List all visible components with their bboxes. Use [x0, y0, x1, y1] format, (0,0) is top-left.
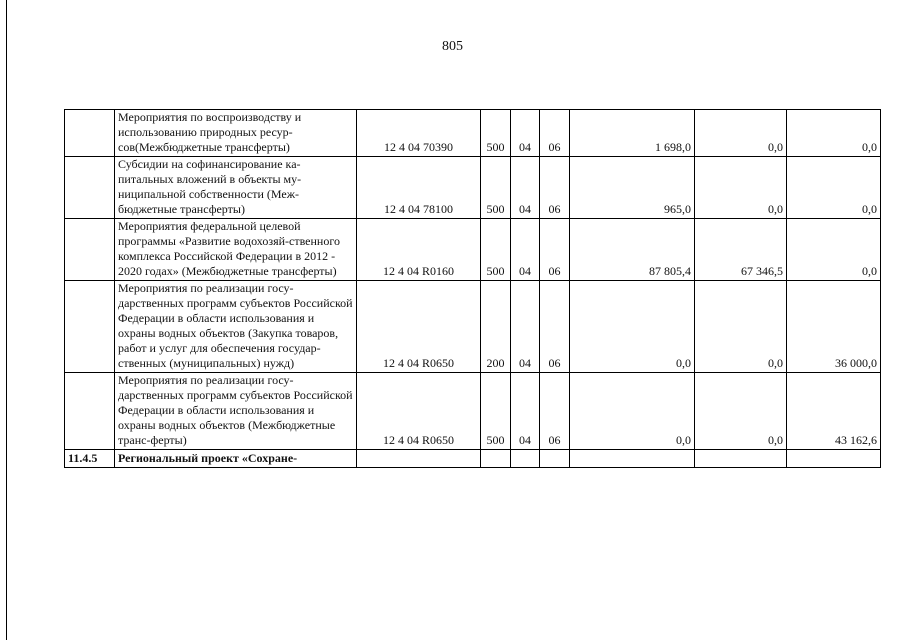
target-article-code [357, 450, 481, 468]
target-article-code: 12 4 04 R0160 [357, 219, 481, 281]
row-number [65, 157, 115, 219]
amount-3: 43 162,6 [787, 373, 881, 450]
table-row [65, 219, 881, 281]
row-number [65, 373, 115, 450]
table-row [65, 110, 881, 157]
amount-2: 0,0 [695, 281, 787, 373]
amount-2: 0,0 [695, 373, 787, 450]
amount-3: 0,0 [787, 219, 881, 281]
table-row [65, 450, 881, 468]
row-name: Региональный проект «Сохране- [115, 450, 357, 468]
subsection [540, 450, 570, 468]
amount-2: 0,0 [695, 110, 787, 157]
amount-3 [787, 450, 881, 468]
amount-1 [570, 450, 695, 468]
amount-3: 0,0 [787, 157, 881, 219]
row-number [65, 110, 115, 157]
expense-type: 500 [481, 110, 511, 157]
row-number [65, 281, 115, 373]
amount-2 [695, 450, 787, 468]
amount-1: 0,0 [570, 373, 695, 450]
expense-type [481, 450, 511, 468]
target-article-code: 12 4 04 70390 [357, 110, 481, 157]
section [511, 450, 540, 468]
row-name: Мероприятия по воспроизводству и использованию природных ресур-сов(Межбюджетные трансферты) [115, 110, 357, 157]
row-name: Мероприятия по реализации госу-дарственных программ субъектов Российской Федерации в области использования и охраны водных объектов (Закупка товаров, работ и услуг для обеспечения государ-ственных (муниципальных) нужд) [115, 281, 357, 373]
row-name: Субсидии на софинансирование ка-питальных вложений в объекты му-ниципальной собственности (Меж-бюджетные трансферты) [115, 157, 357, 219]
row-number [65, 219, 115, 281]
amount-1: 87 805,4 [570, 219, 695, 281]
amount-2: 0,0 [695, 157, 787, 219]
section: 04 [511, 373, 540, 450]
target-article-code: 12 4 04 R0650 [357, 281, 481, 373]
section: 04 [511, 281, 540, 373]
subsection: 06 [540, 373, 570, 450]
table-row [65, 157, 881, 219]
budget-table [64, 109, 881, 468]
expense-type: 500 [481, 219, 511, 281]
table-row [65, 281, 881, 373]
amount-3: 36 000,0 [787, 281, 881, 373]
row-name: Мероприятия по реализации госу-дарственных программ субъектов Российской Федерации в области использования и охраны водных объектов (Межбюджетные транс-ферты) [115, 373, 357, 450]
subsection: 06 [540, 281, 570, 373]
section: 04 [511, 219, 540, 281]
section: 04 [511, 157, 540, 219]
subsection: 06 [540, 157, 570, 219]
row-number: 11.4.5 [65, 450, 115, 468]
target-article-code: 12 4 04 78100 [357, 157, 481, 219]
page-left-border [6, 0, 7, 640]
section: 04 [511, 110, 540, 157]
amount-1: 1 698,0 [570, 110, 695, 157]
amount-3: 0,0 [787, 110, 881, 157]
table-row [65, 373, 881, 450]
expense-type: 200 [481, 281, 511, 373]
subsection: 06 [540, 219, 570, 281]
amount-1: 965,0 [570, 157, 695, 219]
subsection: 06 [540, 110, 570, 157]
amount-2: 67 346,5 [695, 219, 787, 281]
amount-1: 0,0 [570, 281, 695, 373]
target-article-code: 12 4 04 R0650 [357, 373, 481, 450]
expense-type: 500 [481, 373, 511, 450]
row-name: Мероприятия федеральной целевой программы «Развитие водохозяй-ственного комплекса Российской Федерации в 2012 - 2020 годах» (Межбюджетные трансферты) [115, 219, 357, 281]
expense-type: 500 [481, 157, 511, 219]
page-number: 805 [442, 39, 463, 54]
